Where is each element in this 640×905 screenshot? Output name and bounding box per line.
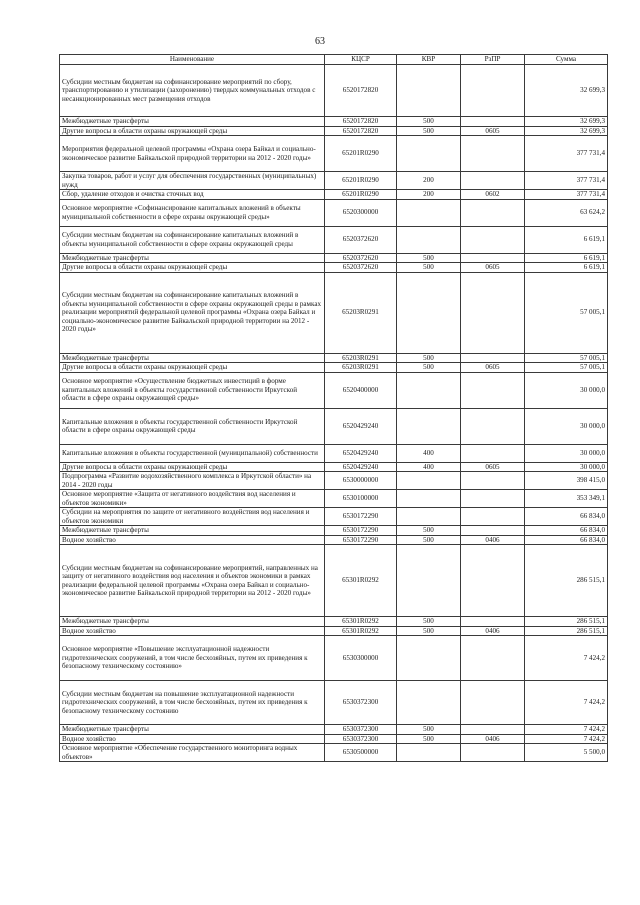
row-kvr-cell: 500 bbox=[397, 363, 461, 373]
row-rzpr-cell: 0406 bbox=[461, 734, 525, 744]
row-kcsr-cell: 65203R0291 bbox=[325, 363, 397, 373]
table-row bbox=[60, 626, 608, 636]
table-row bbox=[60, 636, 608, 681]
table-row bbox=[60, 617, 608, 627]
row-sum-cell: 57 005,1 bbox=[525, 272, 608, 353]
row-kcsr-cell: 6530372300 bbox=[325, 725, 397, 735]
row-kcsr-cell: 65301R0292 bbox=[325, 545, 397, 617]
table-row bbox=[60, 226, 608, 253]
row-rzpr-cell: 0605 bbox=[461, 462, 525, 472]
row-rzpr-cell bbox=[461, 472, 525, 490]
row-rzpr-cell: 0605 bbox=[461, 126, 525, 136]
row-kvr-cell: 500 bbox=[397, 535, 461, 545]
row-kvr-cell: 500 bbox=[397, 526, 461, 536]
row-sum-cell: 66 834,0 bbox=[525, 526, 608, 536]
row-sum-cell: 7 424,2 bbox=[525, 734, 608, 744]
row-name-cell: Субсидии местным бюджетам на софинансирование мероприятий по сбору, транспортированию и утилизации (захоронению) твердых коммунальных отходов с несанкционированных мест размещения отходов bbox=[60, 65, 325, 117]
row-kcsr-cell: 6520172820 bbox=[325, 65, 397, 117]
table-row bbox=[60, 199, 608, 226]
row-rzpr-cell bbox=[461, 545, 525, 617]
row-rzpr-cell bbox=[461, 444, 525, 462]
row-rzpr-cell: 0406 bbox=[461, 535, 525, 545]
row-kvr-cell: 500 bbox=[397, 734, 461, 744]
row-sum-cell: 32 699,3 bbox=[525, 117, 608, 127]
row-kcsr-cell: 6520429240 bbox=[325, 408, 397, 444]
row-rzpr-cell bbox=[461, 508, 525, 526]
table-row bbox=[60, 136, 608, 172]
row-sum-cell: 66 834,0 bbox=[525, 508, 608, 526]
row-sum-cell: 30 000,0 bbox=[525, 444, 608, 462]
row-kvr-cell bbox=[397, 408, 461, 444]
row-kvr-cell: 400 bbox=[397, 462, 461, 472]
row-sum-cell: 32 699,3 bbox=[525, 65, 608, 117]
row-kcsr-cell: 65203R0291 bbox=[325, 353, 397, 363]
header-kvr: КВР bbox=[397, 55, 461, 65]
row-kvr-cell bbox=[397, 545, 461, 617]
row-rzpr-cell: 0605 bbox=[461, 363, 525, 373]
row-kcsr-cell: 6530172290 bbox=[325, 526, 397, 536]
table-row bbox=[60, 126, 608, 136]
row-rzpr-cell bbox=[461, 744, 525, 762]
row-rzpr-cell bbox=[461, 253, 525, 263]
row-sum-cell: 7 424,2 bbox=[525, 725, 608, 735]
row-sum-cell: 6 619,1 bbox=[525, 263, 608, 273]
row-sum-cell: 63 624,2 bbox=[525, 199, 608, 226]
row-name-cell: Межбюджетные трансферты bbox=[60, 526, 325, 536]
row-kvr-cell: 200 bbox=[397, 190, 461, 200]
row-rzpr-cell bbox=[461, 408, 525, 444]
row-kvr-cell: 500 bbox=[397, 253, 461, 263]
row-name-cell: Субсидии местным бюджетам на софинансирование капитальных вложений в объекты муниципальной собственности в сфере охраны окружающей среды bbox=[60, 226, 325, 253]
row-kcsr-cell: 6530172290 bbox=[325, 535, 397, 545]
row-name-cell: Межбюджетные трансферты bbox=[60, 253, 325, 263]
row-kcsr-cell: 6530500000 bbox=[325, 744, 397, 762]
table-row bbox=[60, 272, 608, 353]
row-kcsr-cell: 65203R0291 bbox=[325, 272, 397, 353]
row-name-cell: Межбюджетные трансферты bbox=[60, 725, 325, 735]
row-kvr-cell bbox=[397, 681, 461, 725]
row-name-cell: Другие вопросы в области охраны окружающей среды bbox=[60, 462, 325, 472]
table-row bbox=[60, 263, 608, 273]
header-sum: Сумма bbox=[525, 55, 608, 65]
row-kcsr-cell: 65301R0292 bbox=[325, 626, 397, 636]
table-row bbox=[60, 508, 608, 526]
row-kvr-cell bbox=[397, 226, 461, 253]
row-sum-cell: 286 515,1 bbox=[525, 545, 608, 617]
row-kvr-cell: 500 bbox=[397, 725, 461, 735]
row-kcsr-cell: 65201R0290 bbox=[325, 136, 397, 172]
row-name-cell: Основное мероприятие «Повышение эксплуатационной надежности гидротехнических сооружений, в том числе бесхозяйных, путем их приведения к безопасному техническому состоянию» bbox=[60, 636, 325, 681]
row-name-cell: Водное хозяйство bbox=[60, 535, 325, 545]
row-kcsr-cell: 6520400000 bbox=[325, 372, 397, 408]
row-rzpr-cell bbox=[461, 117, 525, 127]
row-rzpr-cell bbox=[461, 226, 525, 253]
header-name: Наименование bbox=[60, 55, 325, 65]
row-name-cell: Другие вопросы в области охраны окружающей среды bbox=[60, 126, 325, 136]
row-sum-cell: 286 515,1 bbox=[525, 617, 608, 627]
table-row bbox=[60, 681, 608, 725]
row-kvr-cell: 500 bbox=[397, 263, 461, 273]
row-kvr-cell bbox=[397, 508, 461, 526]
table-row bbox=[60, 353, 608, 363]
row-kcsr-cell: 6520429240 bbox=[325, 462, 397, 472]
row-kcsr-cell: 65201R0290 bbox=[325, 172, 397, 190]
table-row bbox=[60, 372, 608, 408]
row-rzpr-cell bbox=[461, 636, 525, 681]
row-kvr-cell: 400 bbox=[397, 444, 461, 462]
row-name-cell: Межбюджетные трансферты bbox=[60, 353, 325, 363]
row-kvr-cell bbox=[397, 199, 461, 226]
row-name-cell: Водное хозяйство bbox=[60, 626, 325, 636]
row-name-cell: Капитальные вложения в объекты государственной собственности Иркутской области в сфере охраны окружающей среды bbox=[60, 408, 325, 444]
row-rzpr-cell bbox=[461, 353, 525, 363]
row-name-cell: Водное хозяйство bbox=[60, 734, 325, 744]
row-name-cell: Основное мероприятие «Софинансирование капитальных вложений в объекты муниципальной собственности в сфере охраны окружающей среды» bbox=[60, 199, 325, 226]
row-kcsr-cell: 65201R0290 bbox=[325, 190, 397, 200]
row-rzpr-cell bbox=[461, 490, 525, 508]
row-name-cell: Закупка товаров, работ и услуг для обеспечения государственных (муниципальных) нужд bbox=[60, 172, 325, 190]
row-sum-cell: 353 349,1 bbox=[525, 490, 608, 508]
row-kvr-cell: 500 bbox=[397, 126, 461, 136]
row-kcsr-cell: 6520372620 bbox=[325, 263, 397, 273]
row-sum-cell: 377 731,4 bbox=[525, 136, 608, 172]
row-sum-cell: 398 415,0 bbox=[525, 472, 608, 490]
row-name-cell: Субсидии местным бюджетам на софинансирование капитальных вложений в объекты муниципальной собственности в сфере охраны окружающей среды в рамках реализации мероприятий федеральной целевой программы «Охрана озера Байкал и социально-экономическое развитие Байкальской природной территории на 2012 - 2020 годы» bbox=[60, 272, 325, 353]
row-name-cell: Межбюджетные трансферты bbox=[60, 617, 325, 627]
row-name-cell: Подпрограмма «Развитие водохозяйственного комплекса в Иркутской области» на 2014 - 2020 годы bbox=[60, 472, 325, 490]
row-sum-cell: 66 834,0 bbox=[525, 535, 608, 545]
row-rzpr-cell bbox=[461, 725, 525, 735]
row-name-cell: Другие вопросы в области охраны окружающей среды bbox=[60, 263, 325, 273]
row-sum-cell: 377 731,4 bbox=[525, 190, 608, 200]
row-kcsr-cell: 6530300000 bbox=[325, 636, 397, 681]
row-name-cell: Межбюджетные трансферты bbox=[60, 117, 325, 127]
row-rzpr-cell bbox=[461, 526, 525, 536]
row-sum-cell: 7 424,2 bbox=[525, 636, 608, 681]
table-row bbox=[60, 545, 608, 617]
row-name-cell: Сбор, удаление отходов и очистка сточных вод bbox=[60, 190, 325, 200]
row-rzpr-cell bbox=[461, 172, 525, 190]
row-name-cell: Субсидии местным бюджетам на повышение эксплуатационной надежности гидротехнических сооружений, в том числе бесхозяйных, путем их приведения к безопасному техническому состоянию bbox=[60, 681, 325, 725]
table-row bbox=[60, 535, 608, 545]
row-sum-cell: 6 619,1 bbox=[525, 253, 608, 263]
row-kcsr-cell: 6530372300 bbox=[325, 734, 397, 744]
row-kcsr-cell: 6520300000 bbox=[325, 199, 397, 226]
row-kcsr-cell: 6520372620 bbox=[325, 253, 397, 263]
row-kcsr-cell: 6520172820 bbox=[325, 126, 397, 136]
row-rzpr-cell: 0406 bbox=[461, 626, 525, 636]
row-rzpr-cell bbox=[461, 136, 525, 172]
row-name-cell: Основное мероприятие «Обеспечение государственного мониторинга водных объектов» bbox=[60, 744, 325, 762]
row-sum-cell: 30 000,0 bbox=[525, 462, 608, 472]
table-row bbox=[60, 117, 608, 127]
row-kvr-cell bbox=[397, 472, 461, 490]
row-kcsr-cell: 6520429240 bbox=[325, 444, 397, 462]
table-row bbox=[60, 172, 608, 190]
row-kcsr-cell: 65301R0292 bbox=[325, 617, 397, 627]
row-kcsr-cell: 6530172290 bbox=[325, 508, 397, 526]
row-rzpr-cell bbox=[461, 65, 525, 117]
row-sum-cell: 377 731,4 bbox=[525, 172, 608, 190]
row-name-cell: Мероприятия федеральной целевой программы «Охрана озера Байкал и социально-экономическое развитие Байкальской природной территории на 2012 - 2020 годы» bbox=[60, 136, 325, 172]
row-sum-cell: 5 500,0 bbox=[525, 744, 608, 762]
row-name-cell: Субсидии местным бюджетам на софинансирование мероприятий, направленных на защиту от негативного воздействия вод населения и объектов экономики в рамках реализации федеральной целевой программы «Охрана озера Байкал и социально-экономическое развитие Байкальской природной территории на 2012 - 2020 годы» bbox=[60, 545, 325, 617]
row-name-cell: Основное мероприятие «Осуществление бюджетных инвестиций в форме капитальных вложений в объекты государственной собственности Иркутской области в сфере охраны окружающей среды» bbox=[60, 372, 325, 408]
header-kcsr: КЦСР bbox=[325, 55, 397, 65]
row-kcsr-cell: 6530000000 bbox=[325, 472, 397, 490]
row-kcsr-cell: 6520172820 bbox=[325, 117, 397, 127]
row-name-cell: Капитальные вложения в объекты государственной (муниципальной) собственности bbox=[60, 444, 325, 462]
row-name-cell: Субсидии на мероприятия по защите от негативного воздействия вод населения и объектов экономики bbox=[60, 508, 325, 526]
header-rzpr: РзПР bbox=[461, 55, 525, 65]
table-row bbox=[60, 363, 608, 373]
table-row bbox=[60, 65, 608, 117]
row-sum-cell: 57 005,1 bbox=[525, 363, 608, 373]
row-kcsr-cell: 6520372620 bbox=[325, 226, 397, 253]
row-kvr-cell: 500 bbox=[397, 353, 461, 363]
row-kvr-cell bbox=[397, 490, 461, 508]
table-body bbox=[60, 65, 608, 762]
row-rzpr-cell bbox=[461, 681, 525, 725]
row-sum-cell: 57 005,1 bbox=[525, 353, 608, 363]
row-rzpr-cell bbox=[461, 617, 525, 627]
table-row bbox=[60, 462, 608, 472]
table-row bbox=[60, 734, 608, 744]
table-row bbox=[60, 744, 608, 762]
table-row bbox=[60, 190, 608, 200]
table-header-row bbox=[60, 55, 608, 65]
row-name-cell: Основное мероприятие «Защита от негативного воздействия вод населения и объектов экономики» bbox=[60, 490, 325, 508]
table-row bbox=[60, 472, 608, 490]
table-row bbox=[60, 253, 608, 263]
row-rzpr-cell: 0602 bbox=[461, 190, 525, 200]
row-kvr-cell: 500 bbox=[397, 117, 461, 127]
row-kvr-cell bbox=[397, 136, 461, 172]
row-kvr-cell bbox=[397, 272, 461, 353]
table-row bbox=[60, 408, 608, 444]
row-sum-cell: 7 424,2 bbox=[525, 681, 608, 725]
row-rzpr-cell bbox=[461, 272, 525, 353]
row-sum-cell: 286 515,1 bbox=[525, 626, 608, 636]
row-sum-cell: 6 619,1 bbox=[525, 226, 608, 253]
row-kvr-cell bbox=[397, 744, 461, 762]
table-row bbox=[60, 490, 608, 508]
row-rzpr-cell bbox=[461, 372, 525, 408]
row-sum-cell: 30 000,0 bbox=[525, 372, 608, 408]
row-kcsr-cell: 6530372300 bbox=[325, 681, 397, 725]
row-kvr-cell: 500 bbox=[397, 617, 461, 627]
table-row bbox=[60, 526, 608, 536]
row-rzpr-cell: 0605 bbox=[461, 263, 525, 273]
row-kvr-cell bbox=[397, 65, 461, 117]
row-kvr-cell bbox=[397, 636, 461, 681]
row-name-cell: Другие вопросы в области охраны окружающей среды bbox=[60, 363, 325, 373]
row-rzpr-cell bbox=[461, 199, 525, 226]
row-kcsr-cell: 6530100000 bbox=[325, 490, 397, 508]
row-kvr-cell bbox=[397, 372, 461, 408]
row-sum-cell: 30 000,0 bbox=[525, 408, 608, 444]
page-number: 63 bbox=[315, 36, 325, 47]
row-kvr-cell: 500 bbox=[397, 626, 461, 636]
budget-table bbox=[59, 54, 608, 762]
row-sum-cell: 32 699,3 bbox=[525, 126, 608, 136]
row-kvr-cell: 200 bbox=[397, 172, 461, 190]
table-row bbox=[60, 725, 608, 735]
table-row bbox=[60, 444, 608, 462]
